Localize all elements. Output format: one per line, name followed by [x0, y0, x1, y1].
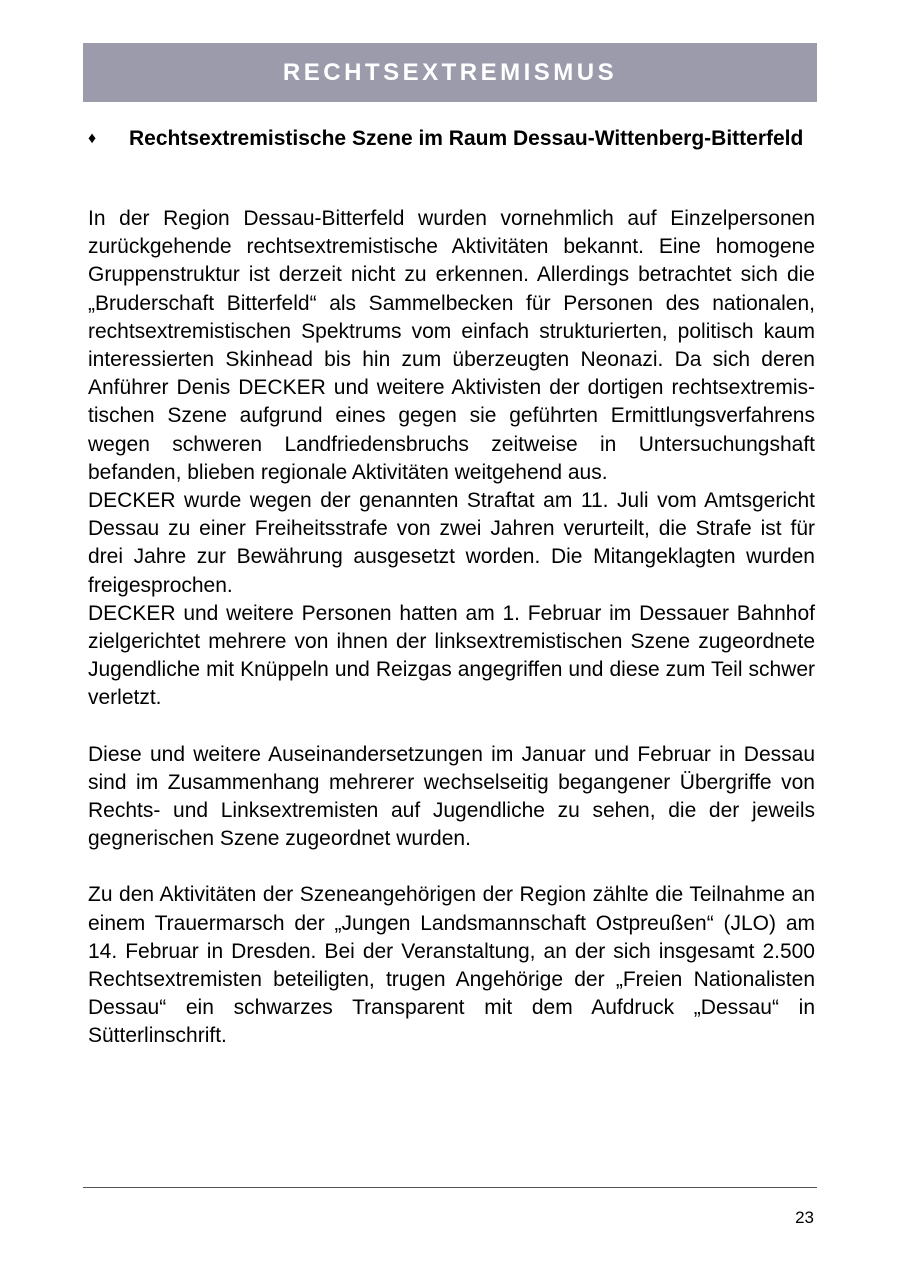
paragraph: Zu den Aktivitäten der Szeneangehörigen der Region zählte die Teilnahme an einem Trauermarsch der „Jungen Landsmannschaft Ostpreußen“ (JLO) am 14. Februar in Dresden. Bei der Veranstaltung, an der sich insgesamt 2.500 Rechtsextremisten beteiligten, trugen Angehörige der „Freien Nationalisten Dessau“ ein schwarzes Transparent mit dem Aufdruck „Dessau“ in Sütterlinschrift.: [88, 883, 815, 1048]
paragraph: In der Region Dessau-Bitterfeld wurden vornehmlich auf Einzelpersonen zurückgehende rechtsextremistische Aktivitäten bekannt. Eine homogene Gruppenstruktur ist derzeit nicht zu erkennen. Allerdings betrachtet sich die „Bruderschaft Bitterfeld“ als Sammelbecken für Personen des nationalen, rechtsextremistischen Spektrums vom einfach strukturierten, politisch kaum interessierten Skinhead bis hin zum überzeugten Neonazi. Da sich deren Anführer Denis DECKER und weitere Aktivisten der dortigen rechtsextremistischen Szene aufgrund eines gegen sie geführten Ermittlungsverfahrens wegen schweren Landfriedensbruchs zeitweise in Untersuchungshaft befanden, blieben regionale Aktivitäten weitgehend aus.: [88, 207, 815, 484]
chapter-title: RECHTSEXTREMISMUS: [282, 58, 618, 86]
paragraph: DECKER und weitere Personen hatten am 1. Februar im Dessauer Bahnhof zielgerichtet mehrere von ihnen der linksextremistischen Szene zugeordnete Jugendliche mit Knüppeln und Reizgas angegriffen und diese zum Teil schwer verletzt.: [88, 601, 815, 710]
chapter-banner: [83, 43, 817, 102]
section-heading: [88, 124, 816, 154]
body-text: [88, 205, 815, 1051]
paragraph-spacer: [88, 713, 815, 741]
section-heading-text: Rechtsextremistische Szene im Raum Dessau-Wittenberg-Bitterfeld: [129, 127, 804, 150]
diamond-bullet-icon: ♦: [88, 130, 97, 147]
paragraph: Diese und weitere Auseinandersetzungen im Januar und Februar in Dessau sind im Zusammenhang mehrerer wechselseitig begangener Übergriffe von Rechts- und Linksextremisten auf Jugendliche zu sehen, die der jeweils gegnerischen Szene zugeordnet wurden.: [88, 742, 815, 851]
footer-divider: [83, 1187, 817, 1188]
paragraph: DECKER wurde wegen der genannten Straftat am 11. Juli vom Amtsgericht Dessau zu einer Freiheitsstrafe von zwei Jahren verurteilt, die Strafe ist für drei Jahre zur Bewährung ausgesetzt worden. Die Mitangeklagten wurden freigesprochen.: [88, 489, 815, 597]
page-number: 23: [795, 1208, 814, 1227]
paragraph-spacer: [88, 853, 815, 881]
